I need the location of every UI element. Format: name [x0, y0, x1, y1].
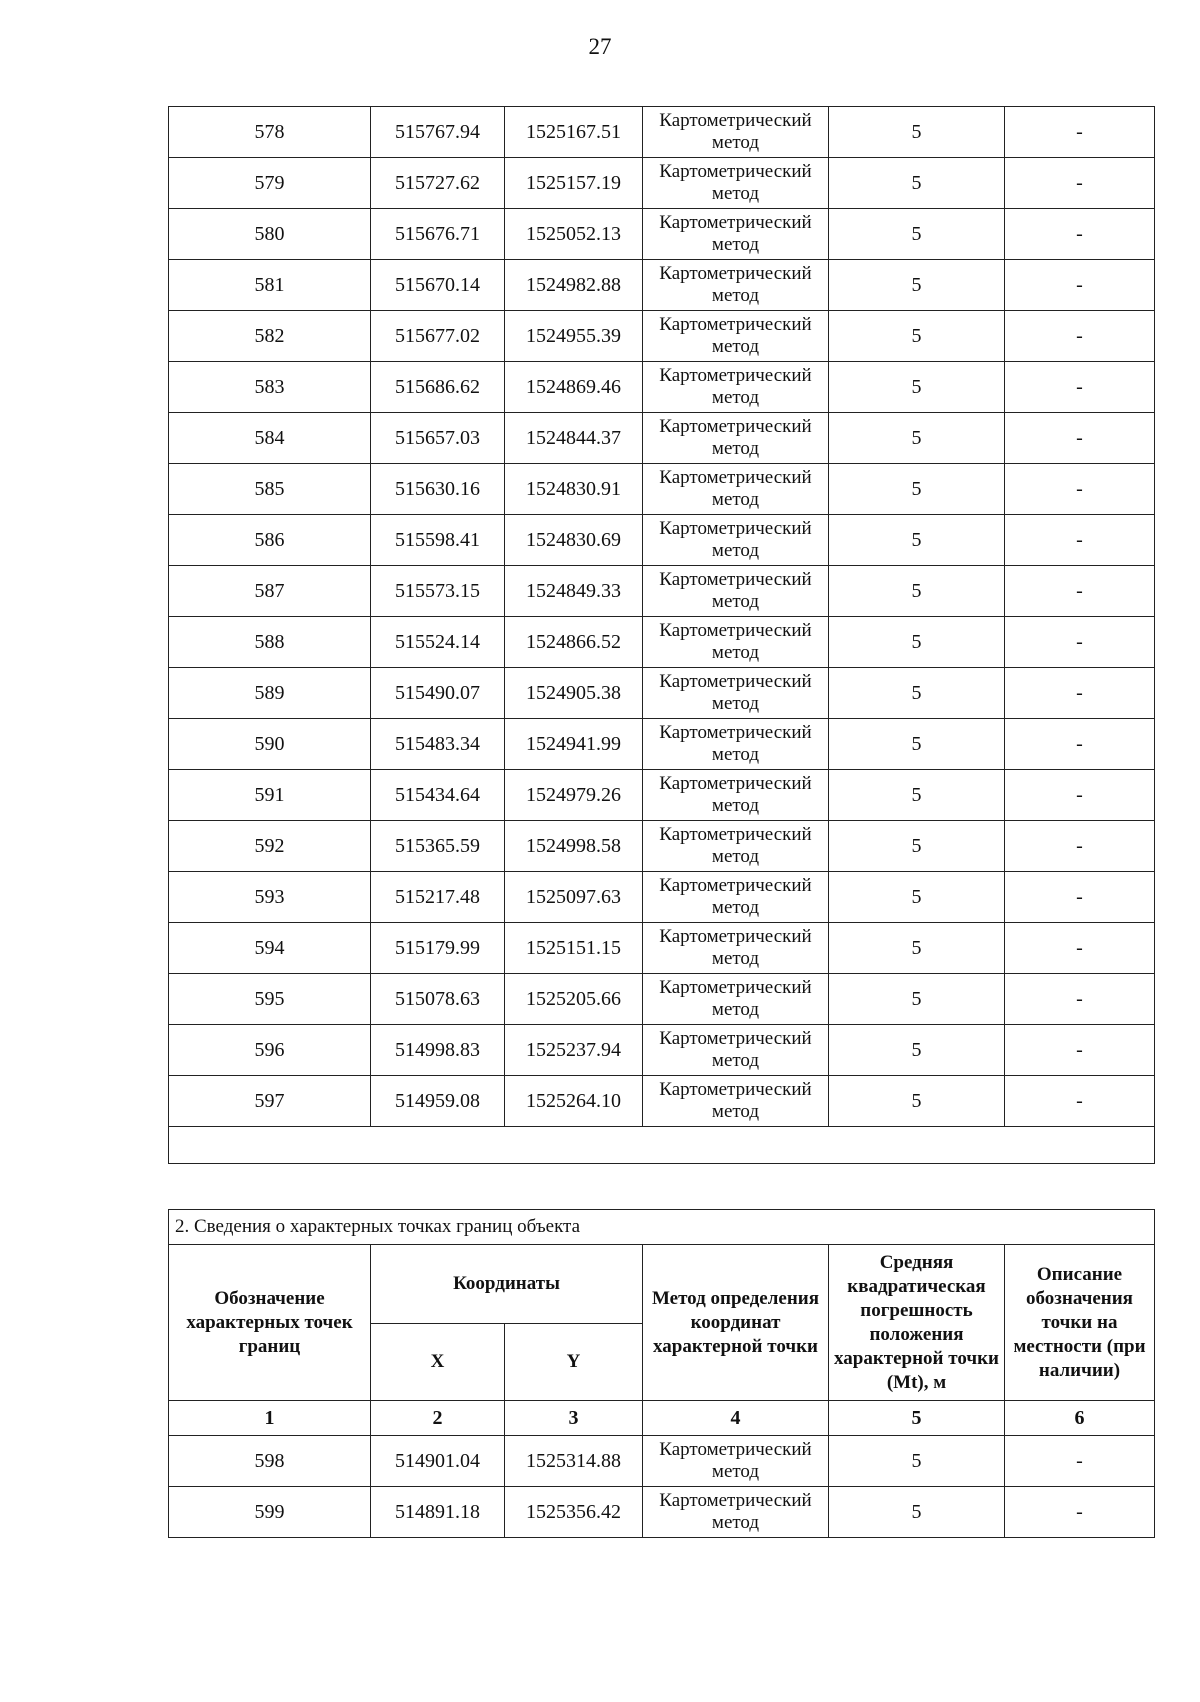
x-coordinate-cell: 515686.62 — [371, 362, 505, 413]
description-cell: - — [1005, 413, 1155, 464]
method-text: метод — [711, 744, 760, 765]
x-coordinate-cell: 515078.63 — [371, 974, 505, 1025]
method-cell — [643, 821, 829, 872]
header-error: Средняя квадратическая погрешность положения характерной точки (Mt), м — [829, 1245, 1005, 1401]
method-text: Картометрический — [659, 1439, 812, 1460]
y-coordinate-cell: 1524982.88 — [505, 260, 643, 311]
y-coordinate-cell: 1525314.88 — [505, 1436, 643, 1487]
error-cell: 5 — [829, 617, 1005, 668]
column-number: 6 — [1005, 1401, 1155, 1436]
point-id-cell: 578 — [169, 107, 371, 158]
table-row — [169, 464, 1155, 515]
column-number: 1 — [169, 1401, 371, 1436]
y-coordinate-cell: 1524869.46 — [505, 362, 643, 413]
error-cell: 5 — [829, 1436, 1005, 1487]
description-cell: - — [1005, 260, 1155, 311]
error-cell: 5 — [829, 923, 1005, 974]
method-text: Картометрический — [659, 1490, 812, 1511]
column-number: 4 — [643, 1401, 829, 1436]
x-coordinate-cell: 515598.41 — [371, 515, 505, 566]
x-coordinate-cell: 515217.48 — [371, 872, 505, 923]
method-cell — [643, 617, 829, 668]
empty-cell — [169, 1127, 1155, 1164]
column-number: 2 — [371, 1401, 505, 1436]
method-text: Картометрический — [659, 671, 812, 692]
error-cell: 5 — [829, 1025, 1005, 1076]
method-text: Картометрический — [659, 875, 812, 896]
point-id-cell: 597 — [169, 1076, 371, 1127]
x-coordinate-cell: 515767.94 — [371, 107, 505, 158]
x-coordinate-cell: 515490.07 — [371, 668, 505, 719]
method-text: метод — [711, 1461, 760, 1482]
point-id-cell: 590 — [169, 719, 371, 770]
table-row — [169, 362, 1155, 413]
error-cell: 5 — [829, 209, 1005, 260]
error-cell: 5 — [829, 413, 1005, 464]
y-coordinate-cell: 1525205.66 — [505, 974, 643, 1025]
y-coordinate-cell: 1525237.94 — [505, 1025, 643, 1076]
method-text: Картометрический — [659, 416, 812, 437]
point-id-cell: 580 — [169, 209, 371, 260]
method-cell — [643, 1076, 829, 1127]
description-cell: - — [1005, 464, 1155, 515]
y-coordinate-cell: 1524866.52 — [505, 617, 643, 668]
point-id-cell: 591 — [169, 770, 371, 821]
method-cell — [643, 464, 829, 515]
y-coordinate-cell: 1524998.58 — [505, 821, 643, 872]
empty-row — [169, 1127, 1155, 1164]
method-cell — [643, 311, 829, 362]
point-id-cell: 585 — [169, 464, 371, 515]
point-id-cell: 586 — [169, 515, 371, 566]
method-text: Картометрический — [659, 620, 812, 641]
method-text: Картометрический — [659, 314, 812, 335]
table-row — [169, 770, 1155, 821]
method-cell — [643, 107, 829, 158]
point-id-cell: 596 — [169, 1025, 371, 1076]
point-id-cell: 592 — [169, 821, 371, 872]
x-coordinate-cell: 514901.04 — [371, 1436, 505, 1487]
method-cell — [643, 209, 829, 260]
method-cell — [643, 1025, 829, 1076]
method-cell — [643, 1436, 829, 1487]
method-text: метод — [711, 234, 760, 255]
description-cell: - — [1005, 107, 1155, 158]
method-cell — [643, 413, 829, 464]
description-cell: - — [1005, 821, 1155, 872]
x-coordinate-cell: 515676.71 — [371, 209, 505, 260]
method-text: Картометрический — [659, 467, 812, 488]
coordinates-table-body — [169, 107, 1155, 1164]
description-cell: - — [1005, 719, 1155, 770]
header-x: X — [371, 1324, 505, 1401]
table-row — [169, 974, 1155, 1025]
x-coordinate-cell: 515573.15 — [371, 566, 505, 617]
method-text: Картометрический — [659, 722, 812, 743]
method-text: Картометрический — [659, 1079, 812, 1100]
point-id-cell: 581 — [169, 260, 371, 311]
header-point-designation: Обозначение характерных точек границ — [169, 1245, 371, 1401]
method-text: метод — [711, 846, 760, 867]
method-text: метод — [711, 132, 760, 153]
description-cell: - — [1005, 515, 1155, 566]
x-coordinate-cell: 514998.83 — [371, 1025, 505, 1076]
page-number: 27 — [588, 34, 612, 59]
error-cell: 5 — [829, 821, 1005, 872]
point-id-cell: 579 — [169, 158, 371, 209]
table-row — [169, 668, 1155, 719]
table-row — [169, 209, 1155, 260]
y-coordinate-cell: 1525097.63 — [505, 872, 643, 923]
y-coordinate-cell: 1524955.39 — [505, 311, 643, 362]
y-coordinate-cell: 1524830.69 — [505, 515, 643, 566]
error-cell: 5 — [829, 668, 1005, 719]
method-text: Картометрический — [659, 773, 812, 794]
x-coordinate-cell: 514959.08 — [371, 1076, 505, 1127]
method-text: метод — [711, 387, 760, 408]
point-id-cell: 594 — [169, 923, 371, 974]
description-cell: - — [1005, 1436, 1155, 1487]
section-title: 2. Сведения о характерных точках границ объекта — [169, 1210, 1155, 1245]
x-coordinate-cell: 515727.62 — [371, 158, 505, 209]
error-cell: 5 — [829, 1076, 1005, 1127]
description-cell: - — [1005, 1487, 1155, 1538]
method-cell — [643, 566, 829, 617]
method-cell — [643, 974, 829, 1025]
method-text: метод — [711, 438, 760, 459]
table-row — [169, 158, 1155, 209]
y-coordinate-cell: 1525157.19 — [505, 158, 643, 209]
x-coordinate-cell: 515179.99 — [371, 923, 505, 974]
description-cell: - — [1005, 158, 1155, 209]
method-text: метод — [711, 540, 760, 561]
method-cell — [643, 923, 829, 974]
method-text: метод — [711, 999, 760, 1020]
x-coordinate-cell: 515677.02 — [371, 311, 505, 362]
table-row — [169, 566, 1155, 617]
y-coordinate-cell: 1525264.10 — [505, 1076, 643, 1127]
boundary-points-table — [168, 1209, 1155, 1538]
table-row — [169, 923, 1155, 974]
y-coordinate-cell: 1525356.42 — [505, 1487, 643, 1538]
error-cell: 5 — [829, 770, 1005, 821]
header-y: Y — [505, 1324, 643, 1401]
method-text: метод — [711, 1101, 760, 1122]
method-text: Картометрический — [659, 110, 812, 131]
x-coordinate-cell: 515524.14 — [371, 617, 505, 668]
point-id-cell: 589 — [169, 668, 371, 719]
x-coordinate-cell: 515365.59 — [371, 821, 505, 872]
method-cell — [643, 1487, 829, 1538]
method-text: метод — [711, 285, 760, 306]
description-cell: - — [1005, 1076, 1155, 1127]
method-cell — [643, 668, 829, 719]
error-cell: 5 — [829, 158, 1005, 209]
header-description: Описание обозначения точки на местности (при наличии) — [1005, 1245, 1155, 1401]
y-coordinate-cell: 1524844.37 — [505, 413, 643, 464]
y-coordinate-cell: 1524979.26 — [505, 770, 643, 821]
description-cell: - — [1005, 209, 1155, 260]
method-text: метод — [711, 897, 760, 918]
error-cell: 5 — [829, 566, 1005, 617]
method-text: Картометрический — [659, 365, 812, 386]
y-coordinate-cell: 1524905.38 — [505, 668, 643, 719]
coordinates-table-continued — [168, 106, 1155, 1164]
table-row — [169, 260, 1155, 311]
method-text: метод — [711, 489, 760, 510]
error-cell: 5 — [829, 107, 1005, 158]
method-text: метод — [711, 795, 760, 816]
method-text: Картометрический — [659, 161, 812, 182]
description-cell: - — [1005, 923, 1155, 974]
y-coordinate-cell: 1525052.13 — [505, 209, 643, 260]
header-method: Метод определения координат характерной точки — [643, 1245, 829, 1401]
method-text: Картометрический — [659, 263, 812, 284]
x-coordinate-cell: 515657.03 — [371, 413, 505, 464]
method-text: метод — [711, 693, 760, 714]
method-cell — [643, 719, 829, 770]
method-text: метод — [711, 1050, 760, 1071]
description-cell: - — [1005, 770, 1155, 821]
x-coordinate-cell: 514891.18 — [371, 1487, 505, 1538]
method-cell — [643, 362, 829, 413]
point-id-cell: 588 — [169, 617, 371, 668]
y-coordinate-cell: 1524849.33 — [505, 566, 643, 617]
description-cell: - — [1005, 872, 1155, 923]
point-id-cell: 583 — [169, 362, 371, 413]
table-row — [169, 1487, 1155, 1538]
description-cell: - — [1005, 668, 1155, 719]
boundary-points-table-body — [169, 1436, 1155, 1538]
table-row — [169, 413, 1155, 464]
table-row — [169, 1436, 1155, 1487]
method-text: Картометрический — [659, 569, 812, 590]
description-cell: - — [1005, 617, 1155, 668]
method-text: метод — [711, 591, 760, 612]
table-row — [169, 617, 1155, 668]
point-id-cell: 584 — [169, 413, 371, 464]
point-id-cell: 582 — [169, 311, 371, 362]
method-cell — [643, 872, 829, 923]
error-cell: 5 — [829, 464, 1005, 515]
method-text: метод — [711, 336, 760, 357]
error-cell: 5 — [829, 311, 1005, 362]
error-cell: 5 — [829, 260, 1005, 311]
table-row — [169, 872, 1155, 923]
column-number: 3 — [505, 1401, 643, 1436]
description-cell: - — [1005, 362, 1155, 413]
description-cell: - — [1005, 1025, 1155, 1076]
point-id-cell: 599 — [169, 1487, 371, 1538]
method-text: Картометрический — [659, 1028, 812, 1049]
method-text: Картометрический — [659, 518, 812, 539]
method-cell — [643, 515, 829, 566]
method-text: Картометрический — [659, 977, 812, 998]
table-row — [169, 1025, 1155, 1076]
x-coordinate-cell: 515434.64 — [371, 770, 505, 821]
method-text: Картометрический — [659, 212, 812, 233]
y-coordinate-cell: 1525151.15 — [505, 923, 643, 974]
column-number: 5 — [829, 1401, 1005, 1436]
table-row — [169, 107, 1155, 158]
description-cell: - — [1005, 974, 1155, 1025]
error-cell: 5 — [829, 872, 1005, 923]
table-row — [169, 821, 1155, 872]
x-coordinate-cell: 515483.34 — [371, 719, 505, 770]
y-coordinate-cell: 1524830.91 — [505, 464, 643, 515]
point-id-cell: 598 — [169, 1436, 371, 1487]
y-coordinate-cell: 1525167.51 — [505, 107, 643, 158]
table-row — [169, 1076, 1155, 1127]
method-text: метод — [711, 948, 760, 969]
method-cell — [643, 770, 829, 821]
y-coordinate-cell: 1524941.99 — [505, 719, 643, 770]
method-text: Картометрический — [659, 824, 812, 845]
table-row — [169, 311, 1155, 362]
point-id-cell: 593 — [169, 872, 371, 923]
error-cell: 5 — [829, 974, 1005, 1025]
x-coordinate-cell: 515670.14 — [371, 260, 505, 311]
description-cell: - — [1005, 311, 1155, 362]
method-text: метод — [711, 642, 760, 663]
table-row — [169, 719, 1155, 770]
error-cell: 5 — [829, 719, 1005, 770]
point-id-cell: 595 — [169, 974, 371, 1025]
point-id-cell: 587 — [169, 566, 371, 617]
header-coordinates: Координаты — [371, 1245, 643, 1324]
error-cell: 5 — [829, 515, 1005, 566]
method-cell — [643, 260, 829, 311]
method-text: метод — [711, 183, 760, 204]
method-text: метод — [711, 1512, 760, 1533]
method-cell — [643, 158, 829, 209]
error-cell: 5 — [829, 1487, 1005, 1538]
table-row — [169, 515, 1155, 566]
error-cell: 5 — [829, 362, 1005, 413]
method-text: Картометрический — [659, 926, 812, 947]
description-cell: - — [1005, 566, 1155, 617]
x-coordinate-cell: 515630.16 — [371, 464, 505, 515]
